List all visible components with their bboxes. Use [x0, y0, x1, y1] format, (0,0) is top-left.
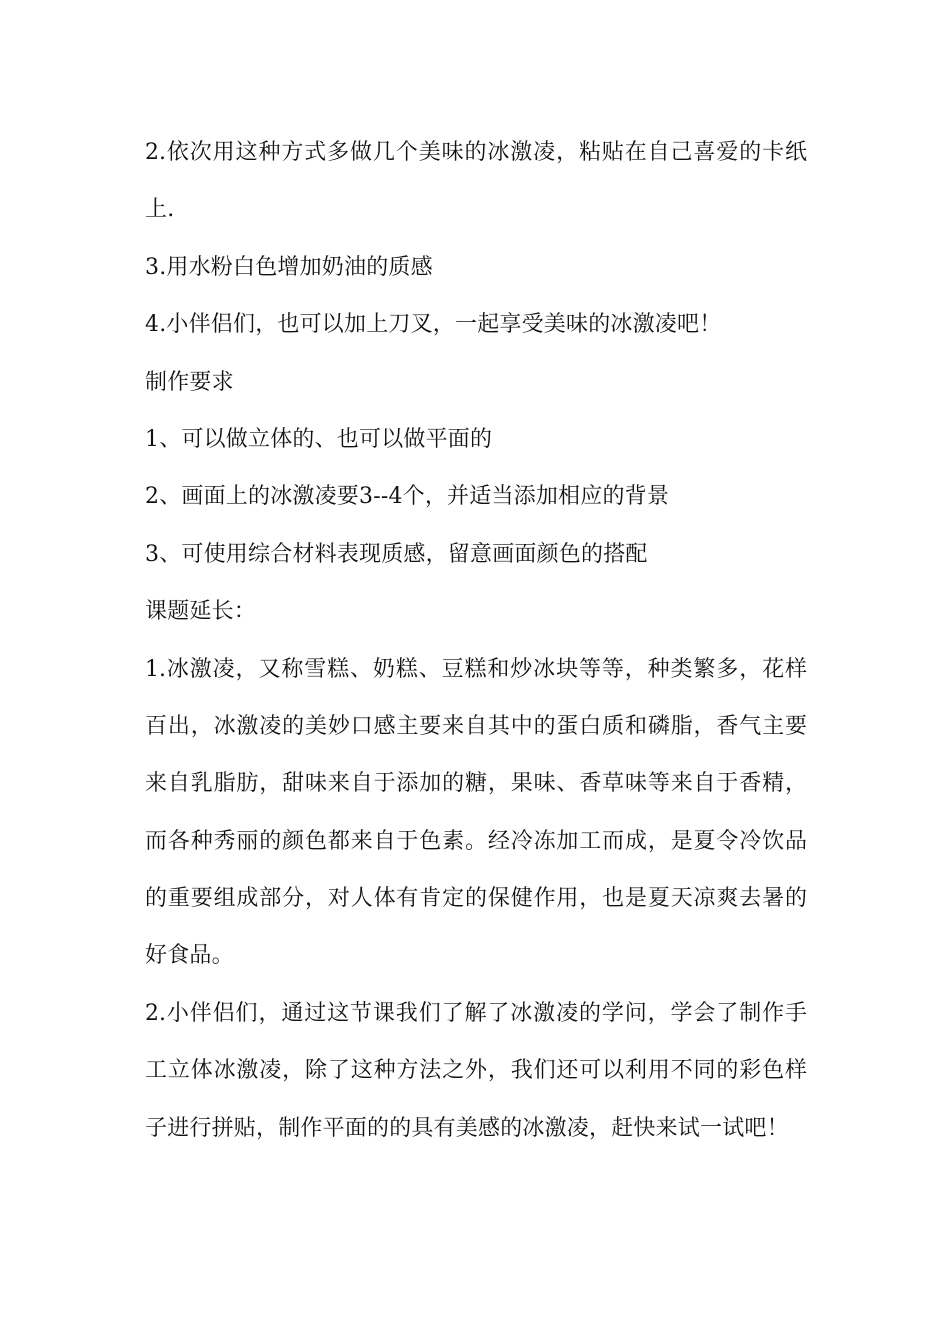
paragraph-line: 好食品。 [145, 943, 234, 969]
paragraph-line: 子进行拼贴，制作平面的的具有美感的冰激凌，赶快来试一试吧！ [145, 1115, 789, 1141]
document-body [145, 124, 807, 1157]
paragraph-line: 而各种秀丽的颜色都来自于色素。经冷冻加工而成，是夏令冷饮品 [145, 828, 807, 854]
paragraph-line: 3、可使用综合材料表现质感，留意画面颜色的搭配 [145, 541, 648, 567]
paragraph-line: 4.小伴侣们，也可以加上刀叉，一起享受美味的冰激凌吧！ [145, 312, 722, 338]
paragraph-line: 1.冰激凌，又称雪糕、奶糕、豆糕和炒冰块等等，种类繁多，花样 [145, 656, 807, 682]
paragraph-line: 1、可以做立体的、也可以做平面的 [145, 426, 493, 452]
section-heading: 制作要求 [145, 369, 234, 395]
paragraph-line: 上. [145, 197, 175, 223]
section-heading: 课题延长： [145, 599, 257, 625]
paragraph-line: 工立体冰激凌，除了这种方法之外，我们还可以利用不同的彩色样 [145, 1058, 807, 1084]
paragraph-line: 2.依次用这种方式多做几个美味的冰激凌，粘贴在自己喜爱的卡纸 [145, 140, 807, 165]
paragraph-line: 百出，冰激凌的美妙口感主要来自其中的蛋白质和磷脂，香气主要 [145, 713, 807, 739]
paragraph-line: 的重要组成部分，对人体有肯定的保健作用，也是夏天凉爽去暑的 [145, 886, 807, 912]
paragraph-line: 2.小伴侣们，通过这节课我们了解了冰激凌的学问，学会了制作手 [145, 1000, 807, 1026]
paragraph-line: 来自乳脂肪，甜味来自于添加的糖，果味、香草味等来自于香精， [145, 771, 807, 797]
paragraph-line: 3.用水粉白色增加奶油的质感 [145, 254, 433, 280]
paragraph-line: 2、画面上的冰激凌要3--4个，并适当添加相应的背景 [145, 484, 670, 510]
